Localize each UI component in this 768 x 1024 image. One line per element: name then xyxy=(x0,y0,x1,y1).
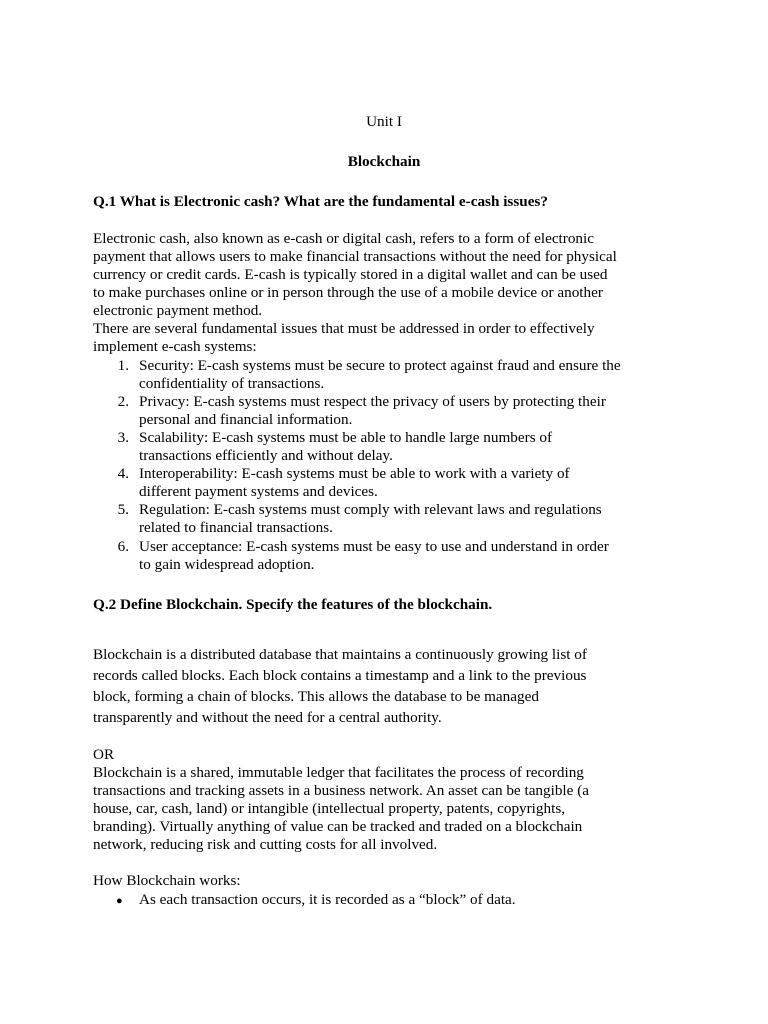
list-item-text: User acceptance: E-cash systems must be easy to use and understand in order xyxy=(139,538,609,555)
list-number: 3. xyxy=(117,429,129,446)
q2-paragraph-line: Blockchain is a distributed database that maintains a continuously growing list of xyxy=(93,646,587,663)
q1-paragraph-line: to make purchases online or in person through the use of a mobile device or another xyxy=(93,284,603,301)
q2-paragraph-line: branding). Virtually anything of value can be tracked and traded on a blockchain xyxy=(93,818,583,835)
bullet-icon: ● xyxy=(116,895,123,907)
q1-paragraph-line: implement e-cash systems: xyxy=(93,338,257,355)
or-separator: OR xyxy=(93,746,115,763)
q1-paragraph-line: Electronic cash, also known as e-cash or digital cash, refers to a form of electronic xyxy=(93,230,594,247)
list-item-text: As each transaction occurs, it is recorded as a “block” of data. xyxy=(139,891,516,908)
q1-paragraph-line: electronic payment method. xyxy=(93,302,263,319)
q2-paragraph-line: records called blocks. Each block contains a timestamp and a link to the previous xyxy=(93,667,587,684)
list-item-text: related to financial transactions. xyxy=(139,519,333,536)
list-number: 4. xyxy=(117,465,129,482)
q1-paragraph-line: payment that allows users to make financial transactions without the need for physical xyxy=(93,248,617,265)
q2-paragraph-line: block, forming a chain of blocks. This allows the database to be managed xyxy=(93,688,539,705)
q2-paragraph-line: network, reducing risk and cutting costs for all involved. xyxy=(93,836,438,853)
list-number: 1. xyxy=(117,357,129,374)
list-item-text: Scalability: E-cash systems must be able to handle large numbers of xyxy=(139,429,553,446)
question-1-heading: Q.1 What is Electronic cash? What are the fundamental e-cash issues? xyxy=(93,193,548,210)
list-number: 5. xyxy=(117,501,129,518)
how-it-works-title: How Blockchain works: xyxy=(93,872,241,889)
q2-paragraph-line: transactions and tracking assets in a business network. An asset can be tangible (a xyxy=(93,782,589,799)
list-item-text: transactions efficiently and without delay. xyxy=(139,447,393,464)
list-item-text: confidentiality of transactions. xyxy=(139,375,325,392)
q2-paragraph-line: transparently and without the need for a central authority. xyxy=(93,709,442,726)
q2-paragraph-line: house, car, cash, land) or intangible (intellectual property, patents, copyrights, xyxy=(93,800,566,817)
list-item-text: Interoperability: E-cash systems must be able to work with a variety of xyxy=(139,465,570,482)
question-2-heading: Q.2 Define Blockchain. Specify the features of the blockchain. xyxy=(93,596,493,613)
unit-heading: Unit I xyxy=(366,113,402,130)
list-item-text: different payment systems and devices. xyxy=(139,483,378,500)
list-item-text: to gain widespread adoption. xyxy=(139,556,315,573)
list-number: 2. xyxy=(117,393,129,410)
list-item-text: personal and financial information. xyxy=(139,411,353,428)
subject-title: Blockchain xyxy=(347,153,421,170)
list-item-text: Security: E-cash systems must be secure to protect against fraud and ensure the xyxy=(139,357,621,374)
list-number: 6. xyxy=(117,538,129,555)
list-item-text: Regulation: E-cash systems must comply with relevant laws and regulations xyxy=(139,501,602,518)
q2-paragraph-line: Blockchain is a shared, immutable ledger that facilitates the process of recording xyxy=(93,764,584,781)
q1-paragraph-line: There are several fundamental issues that must be addressed in order to effectively xyxy=(93,320,595,337)
list-item-text: Privacy: E-cash systems must respect the privacy of users by protecting their xyxy=(139,393,606,410)
q1-paragraph-line: currency or credit cards. E-cash is typically stored in a digital wallet and can be used xyxy=(93,266,608,283)
